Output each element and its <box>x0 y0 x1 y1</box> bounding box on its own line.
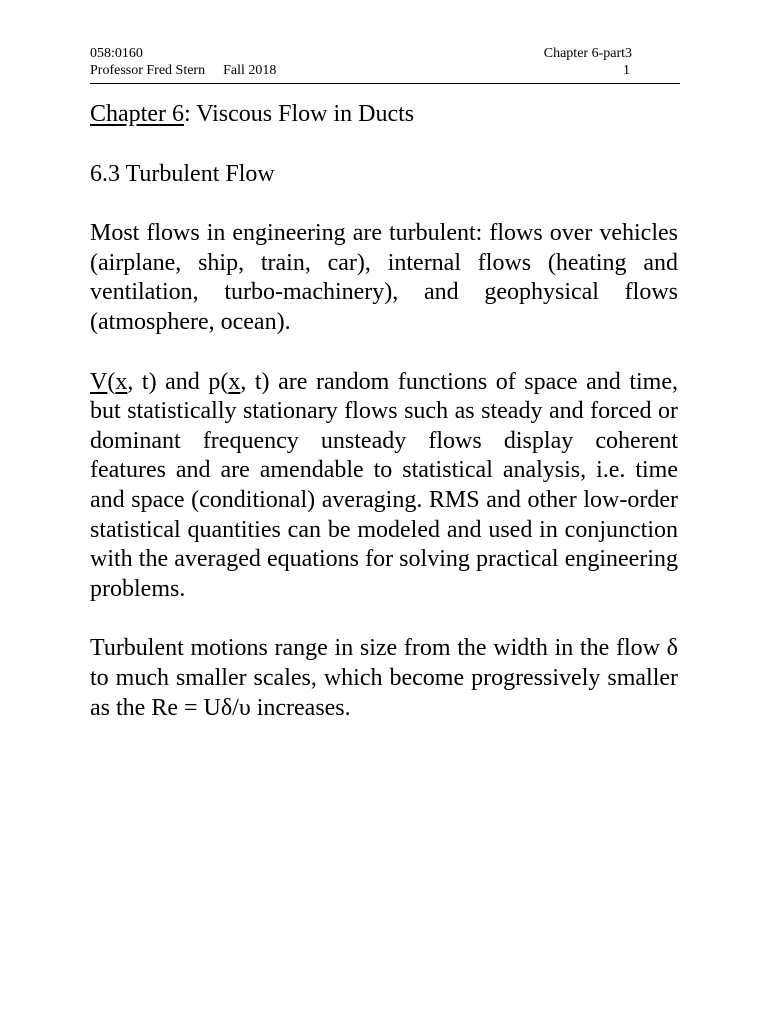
paragraph-2 <box>90 368 678 605</box>
term: Fall 2018 <box>223 63 277 78</box>
chapter-part: Chapter 6-part3 <box>543 46 632 61</box>
chapter-title-rest: : Viscous Flow in Ducts <box>183 101 415 127</box>
paragraph-2-rest: , t) are random functions of space and time, but statistically stationary flows such as steady and forced or dominant frequency unsteady flows display coherent features and are amendable to statistical analysis, i.e. time and space (conditional) averaging. RMS and other low-order statistical quantities can be modeled and used in conjunction with the averaged equations for solving practical engineering problems. <box>90 368 678 602</box>
instructor: Professor Fred Stern <box>90 63 206 78</box>
paragraph-1: Most flows in engineering are turbulent: flows over vehicles (airplane, ship, train, car), internal flows (heating and ventilation, turbo-machinery), and geophysical flows (atmosphere, ocean). <box>90 220 678 335</box>
section-heading: 6.3 Turbulent Flow <box>90 160 275 187</box>
page-content <box>90 100 678 753</box>
course-code: 058:0160 <box>90 46 143 61</box>
header-row-bottom <box>90 62 680 79</box>
paragraph-2-open: ( <box>107 368 116 395</box>
position-symbol-2: x <box>228 368 241 395</box>
instructor-term <box>90 62 276 79</box>
header-row-top <box>90 45 680 62</box>
paragraph-3: Turbulent motions range in size from the width in the flow δ to much smaller scales, which become progressively smaller as the Re = Uδ/υ increases. <box>90 635 678 721</box>
page-header <box>90 45 680 84</box>
page-number: 1 <box>623 63 630 78</box>
velocity-symbol: V <box>90 368 108 395</box>
position-symbol-1: x <box>115 368 128 395</box>
paragraph-2-mid: , t) and p( <box>127 368 229 395</box>
chapter-title <box>90 100 678 130</box>
chapter-label: Chapter 6 <box>90 101 184 127</box>
